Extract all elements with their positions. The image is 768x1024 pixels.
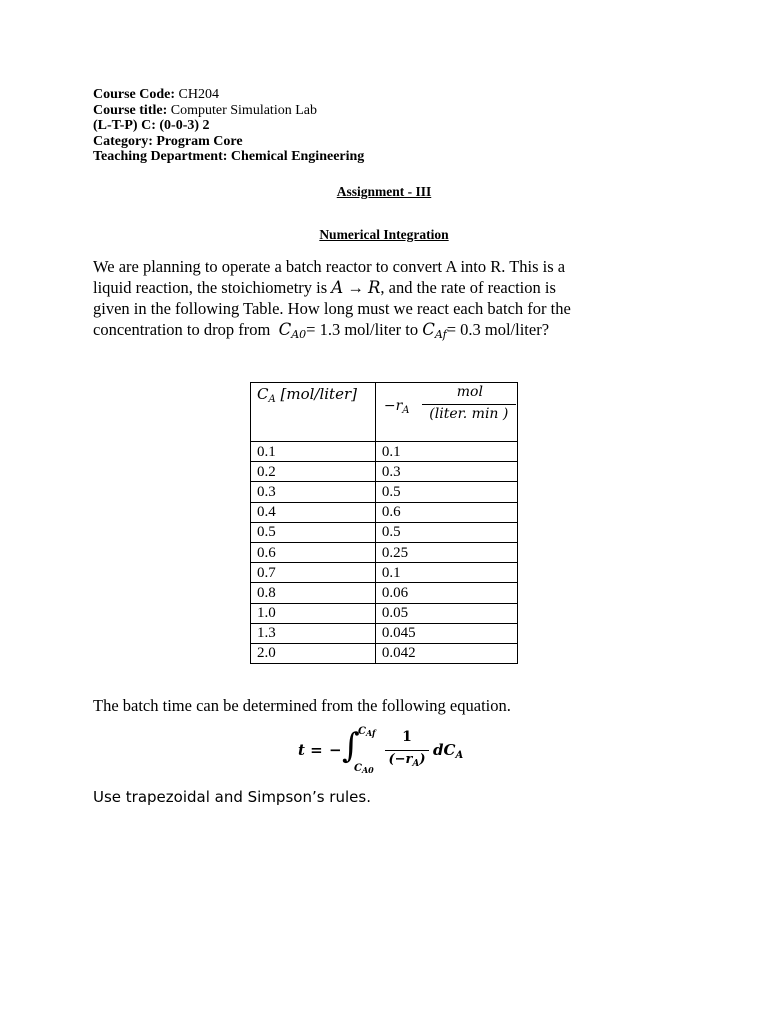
integration-variable (433, 741, 463, 761)
equation-t: t = (298, 741, 323, 759)
assignment-title: Assignment - III (336, 184, 432, 199)
problem-line-2 (93, 277, 675, 298)
concentration-cell: 0.1 (251, 442, 376, 462)
table-header-row (251, 383, 518, 442)
rate-cell: 0.5 (375, 482, 517, 502)
table-row (251, 542, 518, 562)
course-code-label: Course Code: (93, 87, 176, 102)
diff-subscript: A (455, 750, 464, 761)
course-title-value: Computer Simulation Lab (170, 102, 317, 118)
table-row (251, 442, 518, 462)
caf-subscript: Af (434, 328, 447, 341)
header-rate-denominator: (liter. min ) (429, 406, 509, 422)
table-row (251, 583, 518, 603)
problem-line-2-text-a: liquid reaction, the stoichiometry is (93, 278, 328, 297)
rate-cell: 0.06 (375, 583, 517, 603)
caf-value: = 0.3 mol/liter? (446, 320, 550, 339)
batch-time-text: The batch time can be determined from the following equation. (93, 696, 511, 715)
ltp-label: (L-T-P) C: (93, 118, 156, 134)
ca0-subscript: A0 (291, 328, 307, 341)
integral-upper-limit (358, 726, 375, 738)
lower-limit-subscript: A0 (361, 765, 374, 775)
caf-symbol: C (422, 320, 435, 339)
table-body (251, 442, 518, 664)
equation-lhs (298, 741, 323, 759)
table-row (251, 502, 518, 522)
rate-cell: 0.6 (375, 502, 517, 522)
table-row (251, 603, 518, 623)
header-ca-subscript: A (268, 394, 276, 405)
rate-cell: 0.045 (375, 623, 517, 643)
reaction-product: R (367, 278, 381, 297)
category-value: Program Core (156, 133, 243, 149)
rate-cell: 0.1 (375, 563, 517, 583)
concentration-cell: 1.3 (251, 623, 376, 643)
department-row (93, 149, 364, 165)
header-rate-expression (382, 383, 517, 439)
header-rate-numerator: mol (456, 384, 483, 400)
concentration-cell: 2.0 (251, 643, 376, 663)
integrand-numerator: 1 (402, 729, 412, 745)
table-row (251, 563, 518, 583)
integrand-fraction-bar (385, 750, 429, 751)
integral-lower-limit (354, 763, 374, 775)
concentration-cell: 0.5 (251, 522, 376, 542)
header-ca-symbol: C (257, 385, 269, 403)
concentration-cell: 0.3 (251, 482, 376, 502)
concentration-cell: 0.8 (251, 583, 376, 603)
rate-cell: 0.05 (375, 603, 517, 623)
denominator-subscript: A (412, 759, 420, 769)
batch-time-equation (298, 726, 478, 782)
department-value: Chemical Engineering (230, 149, 365, 165)
concentration-cell: 1.0 (251, 603, 376, 623)
problem-line-3: given in the following Table. How long must we react each batch for the (93, 299, 571, 318)
table-row (251, 623, 518, 643)
course-code-row (93, 87, 364, 103)
header-concentration-text (257, 383, 375, 409)
header-rate (375, 383, 517, 442)
rate-cell: 0.25 (375, 542, 517, 562)
header-concentration (251, 383, 376, 442)
concentration-cell: 0.4 (251, 502, 376, 522)
integral-sign: ∫ (342, 726, 360, 766)
course-header (93, 87, 364, 165)
integrand-denominator (383, 752, 431, 769)
rate-cell: 0.5 (375, 522, 517, 542)
ca0-value: = 1.3 mol/liter to (306, 320, 419, 339)
concentration-cell: 0.7 (251, 563, 376, 583)
category-label: Category: (93, 133, 153, 149)
header-rate-neg: −r (383, 398, 403, 414)
table-row (251, 522, 518, 542)
reaction-reactant: A (331, 278, 344, 297)
denominator-open: (−r (388, 752, 413, 767)
subject-title: Numerical Integration (319, 227, 449, 242)
upper-limit-c: C (358, 726, 366, 737)
table-row (251, 482, 518, 502)
table-row (251, 643, 518, 663)
denominator-close: ) (419, 752, 426, 767)
ltp-value: (0-0-3) 2 (159, 118, 210, 134)
upper-limit-subscript: Af (365, 728, 376, 738)
problem-line-4-text: concentration to drop from (93, 320, 271, 339)
problem-line-1: We are planning to operate a batch reactor to convert A into R. This is a (93, 257, 566, 276)
concentration-cell: 0.6 (251, 542, 376, 562)
equation-minus: − (329, 741, 342, 759)
table-row (251, 462, 518, 482)
concentration-cell: 0.2 (251, 462, 376, 482)
rate-cell: 0.3 (375, 462, 517, 482)
course-code-value: CH204 (178, 87, 219, 102)
rules-instruction: Use trapezoidal and Simpson’s rules. (93, 788, 371, 806)
problem-line-4 (93, 319, 675, 345)
lower-limit-c: C (354, 763, 362, 774)
rate-cell: 0.042 (375, 643, 517, 663)
ltp-row (93, 118, 364, 134)
course-title-label: Course title: (93, 102, 168, 118)
header-ca-unit: [mol/liter] (275, 385, 357, 403)
header-rate-subscript: A (402, 405, 410, 416)
ca0-symbol: C (278, 320, 292, 339)
problem-line-2-text-b: , and the rate of reaction is (380, 278, 556, 297)
rate-data-table (250, 382, 518, 664)
problem-statement (93, 256, 675, 345)
department-label: Teaching Department: (93, 149, 228, 165)
course-title-row (93, 103, 364, 119)
rate-cell: 0.1 (375, 442, 517, 462)
category-row (93, 134, 364, 150)
header-rate-symbol (384, 397, 410, 420)
reaction-arrow: → (347, 278, 364, 297)
diff-symbol: dC (433, 741, 456, 759)
